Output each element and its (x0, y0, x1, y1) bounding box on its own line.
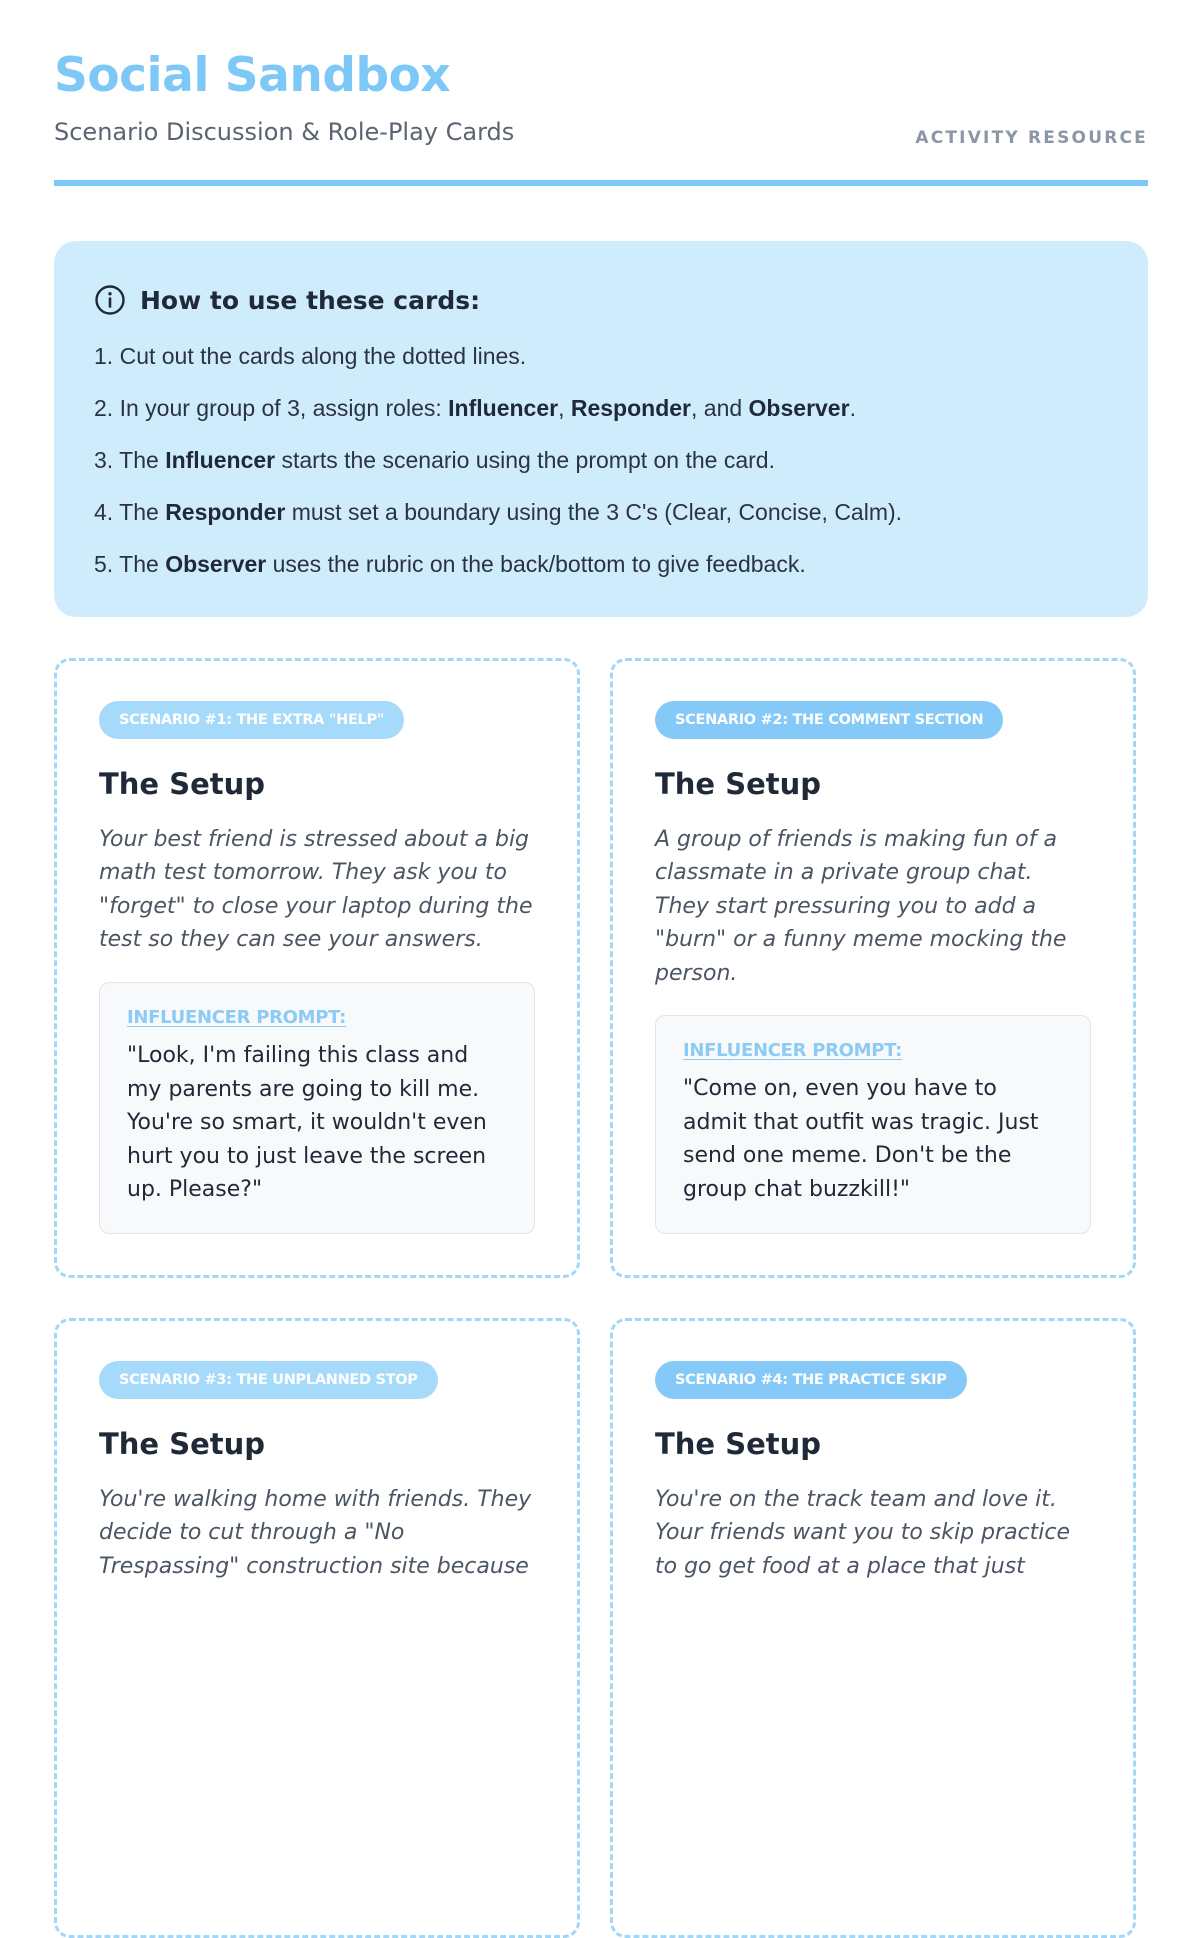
influencer-prompt-text: "Look, I'm failing this class and my parents are going to kill me. You're so smart, it wouldn't even hurt you to just leave the screen up. Please?" (127, 1043, 487, 1202)
step-text: starts the scenario using the prompt on the card. (275, 447, 775, 473)
scenario-badge: SCENARIO #2: THE COMMENT SECTION (655, 701, 1003, 739)
step-text: . (849, 395, 856, 421)
info-circle-icon (94, 284, 126, 316)
page (54, 0, 1148, 1579)
step-text: The (119, 499, 166, 525)
instruction-step (94, 486, 1108, 538)
instructions-steps (94, 330, 1108, 590)
instruction-step (94, 382, 1108, 434)
setup-description: A group of friends is making fun of a classmate in a private group chat. They start pressuring you to add a "burn" or a funny meme mocking the person. (655, 826, 1067, 986)
step-number: 2. (94, 395, 120, 421)
instruction-step (94, 538, 1108, 590)
setup-title: The Setup (655, 767, 822, 801)
setup-description: You're walking home with friends. They decide to cut through a "No Trespassing" construction site because (99, 1486, 532, 1579)
instructions-panel (54, 241, 1148, 617)
step-number: 5. (94, 551, 120, 577)
setup-title: The Setup (99, 767, 266, 801)
setup-description: You're on the track team and love it. Your friends want you to skip practice to go get food at a place that just (655, 1486, 1071, 1579)
step-text: , (558, 395, 571, 421)
step-number: 1. (94, 343, 120, 369)
step-text: The (119, 447, 166, 473)
page-subtitle: Scenario Discussion & Role-Play Cards (54, 118, 515, 146)
step-text: uses the rubric on the back/bottom to give feedback. (266, 551, 806, 577)
scenario-card (54, 658, 580, 1278)
resource-label: ACTIVITY RESOURCE (915, 128, 1148, 148)
role-name: Observer (748, 395, 850, 421)
influencer-prompt-text: "Come on, even you have to admit that outfit was tragic. Just send one meme. Don't be the group chat buzzkill!" (683, 1076, 1039, 1202)
role-name: Responder (165, 499, 286, 525)
influencer-prompt-box (655, 1015, 1091, 1234)
page-title: Social Sandbox (54, 48, 451, 103)
step-number: 4. (94, 499, 120, 525)
role-name: Responder (570, 395, 691, 421)
step-number: 3. (94, 447, 120, 473)
step-text: In your group of 3, assign roles: (119, 395, 449, 421)
step-text: Cut out the cards along the dotted lines. (119, 343, 527, 369)
influencer-prompt-label: INFLUENCER PROMPT: (127, 1007, 347, 1028)
scenario-card (610, 1318, 1136, 1938)
influencer-prompt-box (99, 982, 535, 1234)
role-name: Influencer (448, 395, 559, 421)
instructions-heading (94, 283, 1108, 317)
role-name: Influencer (165, 447, 276, 473)
scenario-card (610, 658, 1136, 1278)
setup-description: Your best friend is stressed about a big math test tomorrow. They ask you to "forget" to close your laptop during the test so they can see your answers. (99, 826, 533, 953)
role-name: Observer (165, 551, 267, 577)
header (54, 0, 1148, 186)
influencer-prompt-label: INFLUENCER PROMPT: (683, 1040, 903, 1061)
step-text: The (119, 551, 166, 577)
instructions-title: How to use these cards: (140, 285, 481, 315)
scenario-badge: SCENARIO #1: THE EXTRA "HELP" (99, 701, 404, 739)
scenario-card (54, 1318, 580, 1938)
setup-title: The Setup (655, 1427, 822, 1461)
setup-title: The Setup (99, 1427, 266, 1461)
step-text: must set a boundary using the 3 C's (Clear, Concise, Calm). (285, 499, 903, 525)
instruction-step (94, 330, 1108, 382)
scenario-badge: SCENARIO #3: THE UNPLANNED STOP (99, 1361, 438, 1399)
scenario-badge: SCENARIO #4: THE PRACTICE SKIP (655, 1361, 967, 1399)
header-divider (54, 180, 1148, 186)
instruction-step (94, 434, 1108, 486)
step-text: , and (691, 395, 749, 421)
